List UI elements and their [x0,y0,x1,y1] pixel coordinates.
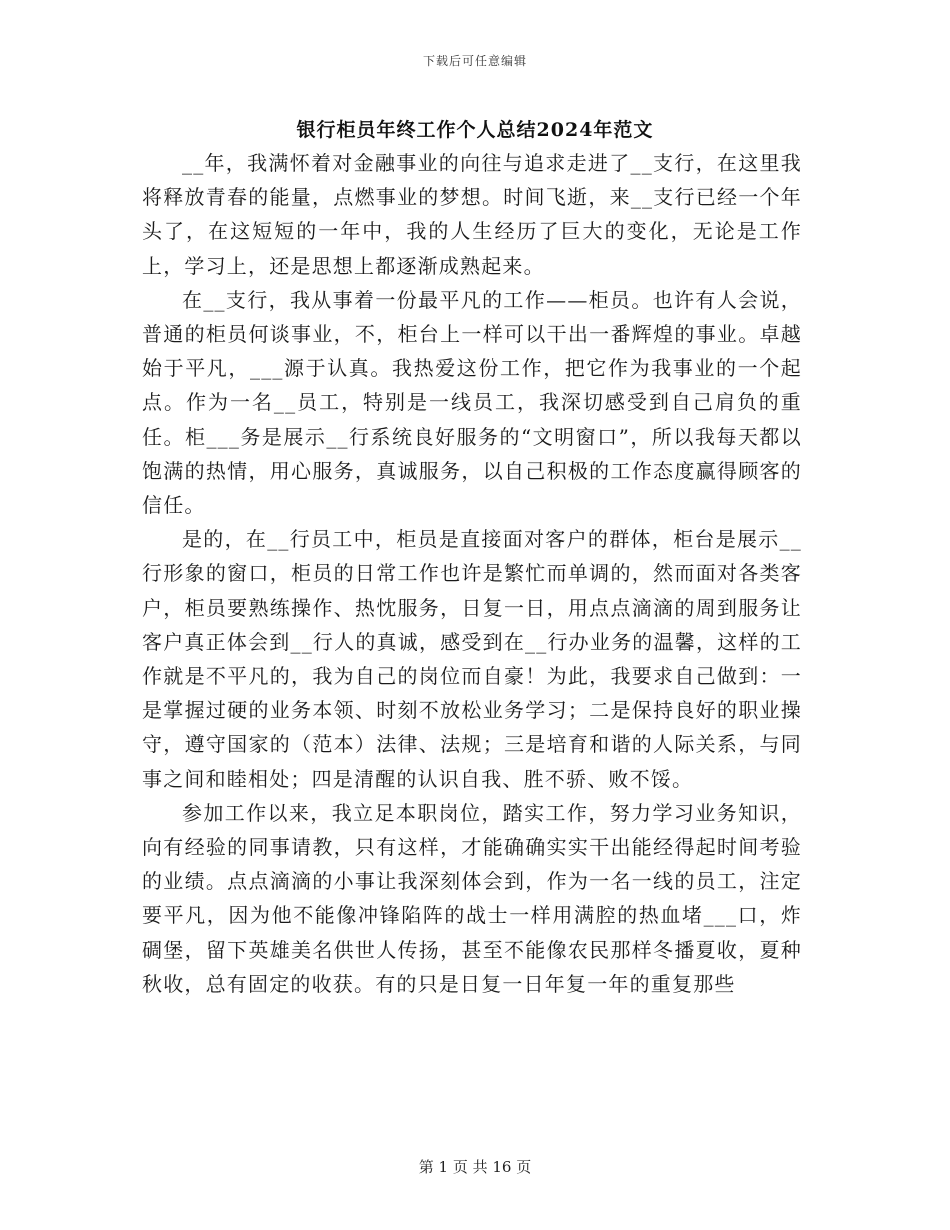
document-title: 银行柜员年终工作个人总结2024年范文 [296,119,654,141]
paragraph-3: 是的，在__行员工中，柜员是直接面对客户的群体，柜台是展示__行形象的窗口，柜员的日常工作也许是繁忙而单调的，然而面对各类客户，柜员要熟练操作、热忱服务，日复一日，用点点滴滴的周到服务让客户真正体会到__行人的真诚，感受到在__行办业务的温馨，这样的工作就是不平凡的，我为自己的岗位而自豪！为此，我要求自己做到：一是掌握过硬的业务本领、时刻不放松业务学习；二是保持良好的职业操守，遵守国家的（范本）法律、法规；三是培育和谐的人际关系，与同事之间和睦相处；四是清醒的认识自我、胜不骄、败不馁。 [142,527,802,791]
page-number: 第 1 页 共 16 页 [418,1158,532,1176]
document-body [142,146,802,1001]
page-header-note: 下载后可任意编辑 [422,54,527,68]
paragraph-4: 参加工作以来，我立足本职岗位，踏实工作，努力学习业务知识，向有经验的同事请教，只有这样，才能确确实实干出能经得起时间考验的业绩。点点滴滴的小事让我深刻体会到，作为一名一线的员工，注定要平凡，因为他不能像冲锋陷阵的战士一样用满腔的热血堵___口，炸碉堡，留下英雄美名供世人传扬，甚至不能像农民那样冬播夏收，夏种秋收，总有固定的收获。有的只是日复一日年复一年的重复那些 [142,800,802,996]
paragraph-2: 在__支行，我从事着一份最平凡的工作——柜员。也许有人会说，普通的柜员何谈事业，不，柜台上一样可以干出一番辉煌的事业。卓越始于平凡，___源于认真。我热爱这份工作，把它作为我事业的一个起点。作为一名__员工，特别是一线员工，我深切感受到自己肩负的重任。柜___务是展示__行系统良好服务的“文明窗口”，所以我每天都以饱满的热情，用心服务，真诚服务，以自己积极的工作态度赢得顾客的信任。 [142,287,802,518]
paragraph-1: __年，我满怀着对金融事业的向往与追求走进了__支行，在这里我将释放青春的能量，点燃事业的梦想。时间飞逝，来__支行已经一个年头了，在这短短的一年中，我的人生经历了巨大的变化，无论是工作上，学习上，还是思想上都逐渐成熟起来。 [142,151,802,278]
